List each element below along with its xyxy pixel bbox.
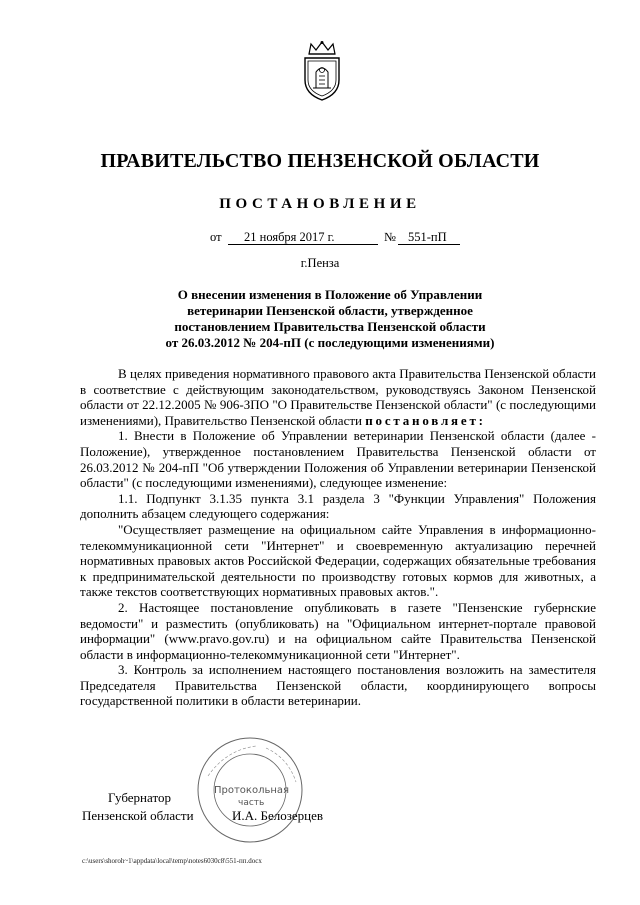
subject-line: ветеринарии Пензенской области, утвержденное [187, 303, 473, 318]
subject-line: постановлением Правительства Пензенской области [174, 319, 486, 334]
coat-of-arms-emblem [297, 40, 347, 102]
number-sign: № [384, 230, 396, 244]
signer-title: Губернатор [108, 790, 171, 805]
signer-name: И.А. Белозерцев [232, 808, 324, 823]
subject-line: от 26.03.2012 № 204-пП (с последующими изменениями) [165, 335, 495, 350]
document-type: ПОСТАНОВЛЕНИЕ [219, 196, 421, 212]
paragraph-3: 3. Контроль за исполнением настоящего постановления возложить на заместителя Председателя Правительства Пензенской области, координирующего вопросы государственной политики в области ветеринарии. [80, 662, 596, 709]
city: г.Пенза [300, 256, 340, 270]
stamp-label: Протокольная [214, 785, 290, 796]
file-path: c:\users\shoroh~1\appdata\local\temp\notes6030c8\551-пп.docx [82, 857, 262, 865]
government-title: ПРАВИТЕЛЬСТВО ПЕНЗЕНСКОЙ ОБЛАСТИ [100, 150, 540, 172]
paragraph-2: 2. Настоящее постановление опубликовать в газете "Пензенские губернские ведомости" и разместить (опубликовать) на "Официальном интернет-портале правовой информации" (www.pravo.gov.ru) и на официальном сайте Правительства Пензенской области в информационно-телекоммуникационной сети "Интернет". [80, 599, 596, 662]
quoted-amendment: "Осуществляет размещение на официальном сайте Управления в информационно-телекоммуникационной сети "Интернет" и своевременную актуализацию перечней нормативных правовых актов Российской Федерации, содержащих обязательные требования к предпринимательской деятельности по производству готовых кормов для животных, а также текстов соответствующих нормативных правовых актов.". [80, 521, 596, 600]
decree-body [80, 366, 596, 709]
paragraph-1: 1. Внести в Положение об Управлении ветеринарии Пензенской области (далее - Положение), утвержденное постановлением Правительства Пензенской области от 26.03.2012 № 204-пП "Об утверждении Положения об Управлении ветеринарии Пензенской области" (с последующими изменениями), следующее изменение: [80, 428, 596, 491]
decree-subject [140, 287, 520, 351]
preamble-text: В целях приведения нормативного правового акта Правительства Пензенской области в соответствие с действующим законодательством, руководствуясь Законом Пензенской области от 22.12.2005 № 906-ЗПО "О Правительстве Пензенской области" (с последующими изменениями), Правительство Пензенской области [80, 366, 596, 428]
date-prefix: от [210, 230, 222, 244]
decree-date: 21 ноября 2017 г. [244, 230, 335, 244]
decree-number: 551-пП [408, 230, 447, 244]
paragraph-1-1: 1.1. Подпункт 3.1.35 пункта 3.1 раздела 3 "Функции Управления" Положения дополнить абзацем следующего содержания: [80, 490, 596, 522]
signer-region: Пензенской области [82, 808, 194, 823]
stamp-sublabel: часть [238, 798, 265, 808]
subject-line: О внесении изменения в Положение об Управлении [177, 287, 483, 302]
resolves-word: постановляет: [365, 412, 486, 428]
preamble-paragraph [80, 366, 596, 428]
